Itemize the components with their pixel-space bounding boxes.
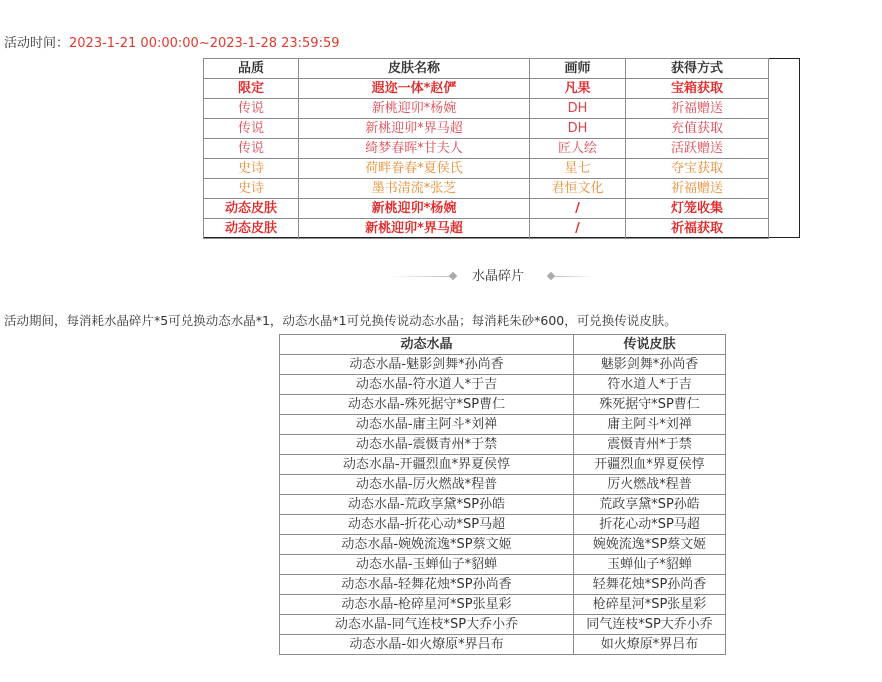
table-row	[204, 99, 769, 119]
skin-artist: /	[530, 219, 626, 239]
header-dynamic-crystal: 动态水晶	[280, 335, 574, 355]
skin-name: 新桃迎卯*杨婉	[299, 99, 530, 119]
table-row	[280, 355, 726, 375]
dynamic-crystal-cell: 动态水晶-同气连枝*SP大乔小乔	[280, 615, 574, 635]
skin-artist: 匠人绘	[530, 139, 626, 159]
legend-skin-cell: 同气连枝*SP大乔小乔	[574, 615, 726, 635]
skin-artist: 星七	[530, 159, 626, 179]
crystal-table	[279, 334, 726, 655]
activity-time	[4, 35, 340, 53]
legend-skin-cell: 折花心动*SP马超	[574, 515, 726, 535]
skin-quality: 史诗	[204, 159, 299, 179]
dynamic-crystal-cell: 动态水晶-厉火燃战*程普	[280, 475, 574, 495]
dynamic-crystal-cell: 动态水晶-开疆烈血*界夏侯惇	[280, 455, 574, 475]
table-row	[280, 635, 726, 655]
crystal-table-header-row	[280, 335, 726, 355]
dynamic-crystal-cell: 动态水晶-震慑青州*于禁	[280, 435, 574, 455]
skin-name: 绮梦春晖*甘夫人	[299, 139, 530, 159]
legend-skin-cell: 轻舞花烛*SP孙尚香	[574, 575, 726, 595]
diamond-icon	[449, 272, 457, 280]
section-title: 水晶碎片	[472, 269, 525, 284]
dynamic-crystal-cell: 动态水晶-玉蝉仙子*貂蝉	[280, 555, 574, 575]
header-skin-name: 皮肤名称	[299, 59, 530, 79]
legend-skin-cell: 婉娩流逸*SP蔡文姬	[574, 535, 726, 555]
skin-method: 宝箱获取	[626, 79, 769, 99]
header-legend-skin: 传说皮肤	[574, 335, 726, 355]
dynamic-crystal-cell: 动态水晶-庸主阿斗*刘禅	[280, 415, 574, 435]
legend-skin-cell: 玉蝉仙子*貂蝉	[574, 555, 726, 575]
skin-name: 新桃迎卯*界马超	[299, 119, 530, 139]
legend-skin-cell: 符水道人*于吉	[574, 375, 726, 395]
skin-artist: DH	[530, 119, 626, 139]
table-row	[280, 495, 726, 515]
dynamic-crystal-cell: 动态水晶-轻舞花烛*SP孙尚香	[280, 575, 574, 595]
skin-method: 祈福赠送	[626, 179, 769, 199]
skin-table-header-row	[204, 59, 769, 79]
skin-method: 灯笼收集	[626, 199, 769, 219]
dynamic-crystal-cell: 动态水晶-荒政享黛*SP孙皓	[280, 495, 574, 515]
divider-line-left	[390, 276, 452, 277]
legend-skin-cell: 厉火燃战*程普	[574, 475, 726, 495]
skin-quality: 传说	[204, 119, 299, 139]
table-row	[280, 475, 726, 495]
skin-name: 新桃迎卯*界马超	[299, 219, 530, 239]
table-row	[280, 375, 726, 395]
dynamic-crystal-cell: 动态水晶-折花心动*SP马超	[280, 515, 574, 535]
skin-quality: 动态皮肤	[204, 199, 299, 219]
table-row	[280, 395, 726, 415]
table-row	[280, 515, 726, 535]
divider-line-right	[554, 276, 594, 277]
activity-time-value: 2023-1-21 00:00:00~2023-1-28 23:59:59	[69, 36, 340, 51]
header-artist: 画师	[530, 59, 626, 79]
table-row	[204, 159, 769, 179]
table-row	[204, 119, 769, 139]
legend-skin-cell: 如火燎原*界吕布	[574, 635, 726, 655]
skin-artist: 凡果	[530, 79, 626, 99]
skin-method: 充值获取	[626, 119, 769, 139]
skin-method: 祈福赠送	[626, 99, 769, 119]
legend-skin-cell: 魅影剑舞*孙尚香	[574, 355, 726, 375]
table-row	[280, 615, 726, 635]
skin-name: 荷畔眷春*夏侯氏	[299, 159, 530, 179]
table-row	[280, 435, 726, 455]
skin-quality: 史诗	[204, 179, 299, 199]
skin-name: 墨书清流*张芝	[299, 179, 530, 199]
skin-table-frame	[203, 58, 800, 238]
legend-skin-cell: 开疆烈血*界夏侯惇	[574, 455, 726, 475]
skin-quality: 传说	[204, 99, 299, 119]
legend-skin-cell: 枪碎星河*SP张星彩	[574, 595, 726, 615]
section-divider	[390, 268, 590, 286]
skin-quality: 动态皮肤	[204, 219, 299, 239]
skin-method: 活跃赠送	[626, 139, 769, 159]
crystal-description: 活动期间，每消耗水晶碎片*5可兑换动态水晶*1，动态水晶*1可兑换传说动态水晶；每消耗朱砂*600，可兑换传说皮肤。	[4, 313, 677, 328]
skin-name: 新桃迎卯*杨婉	[299, 199, 530, 219]
table-row	[204, 179, 769, 199]
table-row	[280, 415, 726, 435]
legend-skin-cell: 荒政享黛*SP孙皓	[574, 495, 726, 515]
table-row	[280, 455, 726, 475]
dynamic-crystal-cell: 动态水晶-枪碎星河*SP张星彩	[280, 595, 574, 615]
skin-artist: 君恒文化	[530, 179, 626, 199]
dynamic-crystal-cell: 动态水晶-符水道人*于吉	[280, 375, 574, 395]
skin-table	[203, 58, 769, 239]
table-row	[204, 139, 769, 159]
skin-artist: DH	[530, 99, 626, 119]
table-row	[204, 219, 769, 239]
skin-method: 夺宝获取	[626, 159, 769, 179]
skin-quality: 传说	[204, 139, 299, 159]
dynamic-crystal-cell: 动态水晶-殊死据守*SP曹仁	[280, 395, 574, 415]
table-row	[204, 199, 769, 219]
dynamic-crystal-cell: 动态水晶-魅影剑舞*孙尚香	[280, 355, 574, 375]
table-row	[280, 575, 726, 595]
table-row	[204, 79, 769, 99]
skin-quality: 限定	[204, 79, 299, 99]
header-method: 获得方式	[626, 59, 769, 79]
skin-method: 祈福获取	[626, 219, 769, 239]
table-row	[280, 555, 726, 575]
activity-time-label: 活动时间：	[4, 36, 70, 51]
skin-artist: /	[530, 199, 626, 219]
table-row	[280, 535, 726, 555]
legend-skin-cell: 庸主阿斗*刘禅	[574, 415, 726, 435]
header-quality: 品质	[204, 59, 299, 79]
table-row	[280, 595, 726, 615]
legend-skin-cell: 殊死据守*SP曹仁	[574, 395, 726, 415]
dynamic-crystal-cell: 动态水晶-婉娩流逸*SP蔡文姬	[280, 535, 574, 555]
skin-name: 遐迩一体*赵俨	[299, 79, 530, 99]
dynamic-crystal-cell: 动态水晶-如火燎原*界吕布	[280, 635, 574, 655]
legend-skin-cell: 震慑青州*于禁	[574, 435, 726, 455]
